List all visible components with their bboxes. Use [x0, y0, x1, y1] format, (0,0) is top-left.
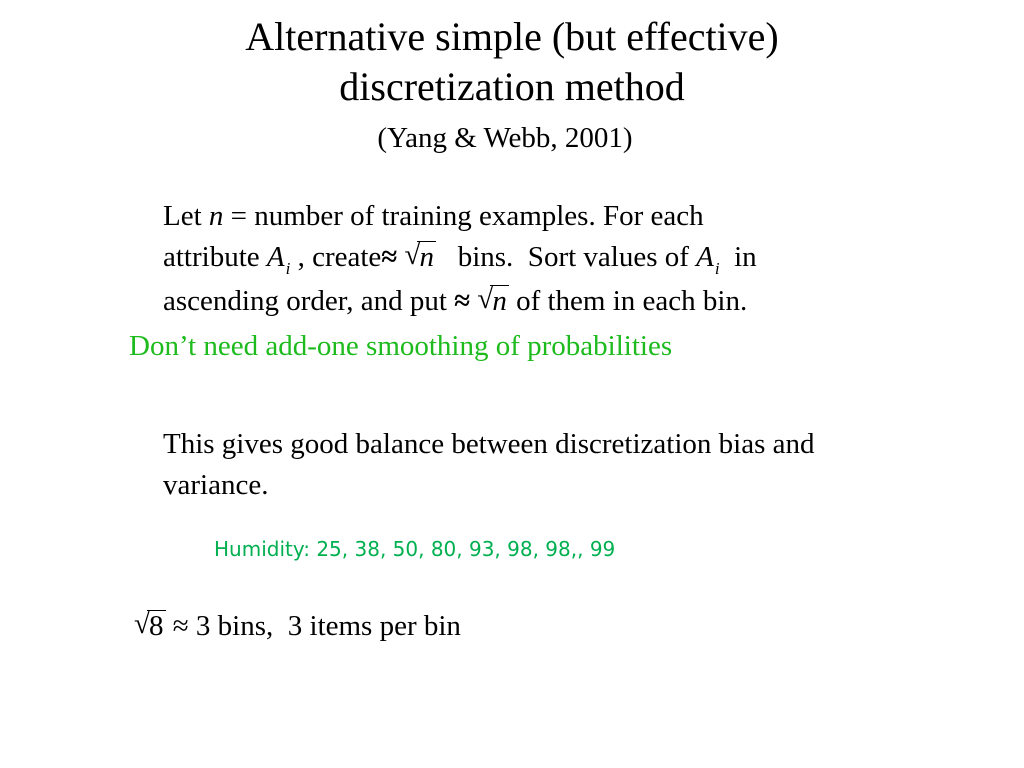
smoothing-note: Don’t need add-one smoothing of probabilities: [129, 330, 673, 362]
var-i-subscript-2: i: [714, 259, 720, 278]
sqrt-n-argument-2: n: [492, 285, 507, 317]
var-n: n: [208, 200, 224, 232]
definition-line-3: [163, 281, 757, 322]
text-create: , create: [290, 241, 382, 273]
balance-line-1: This gives good balance between discretization bias and: [163, 428, 815, 460]
text-training-examples: = number of training examples. For each: [223, 200, 704, 232]
text-let: Let: [163, 200, 209, 232]
title-line-2: discretization method: [339, 64, 685, 109]
var-a-2: A: [696, 241, 714, 273]
sqrt-8-symbol: √ 8: [134, 608, 164, 642]
approx-symbol: ≈: [381, 241, 398, 273]
definition-paragraph: [163, 196, 757, 322]
text-ascending-order: ascending order, and put: [163, 285, 455, 317]
citation: (Yang & Webb, 2001): [377, 122, 633, 154]
text-each-bin: of them in each bin.: [508, 285, 748, 317]
slide-title: [0, 12, 1024, 112]
balance-line-2: variance.: [163, 469, 269, 501]
text-attribute: attribute: [163, 241, 267, 273]
sqrt-n-symbol: √ n: [404, 239, 434, 273]
bins-formula: [134, 608, 461, 644]
var-a: A: [266, 241, 285, 273]
balance-paragraph: [163, 424, 814, 506]
sqrt-8-argument: 8: [149, 610, 164, 642]
text-bins-sort: bins. Sort values of: [443, 241, 697, 273]
text-in: in: [719, 241, 757, 273]
title-line-1: Alternative simple (but effective): [245, 14, 779, 59]
sqrt-n-symbol-2: √ n: [477, 283, 507, 317]
definition-line-2: [163, 237, 757, 281]
var-i-subscript: i: [285, 259, 291, 278]
approx-symbol-2: ≈: [454, 285, 471, 317]
sqrt-n-argument: n: [419, 241, 434, 273]
definition-line-1: [163, 196, 757, 237]
humidity-example: Humidity: 25, 38, 50, 80, 93, 98, 98,, 99: [214, 537, 616, 561]
formula-text: ≈ 3 bins, 3 items per bin: [165, 610, 461, 642]
